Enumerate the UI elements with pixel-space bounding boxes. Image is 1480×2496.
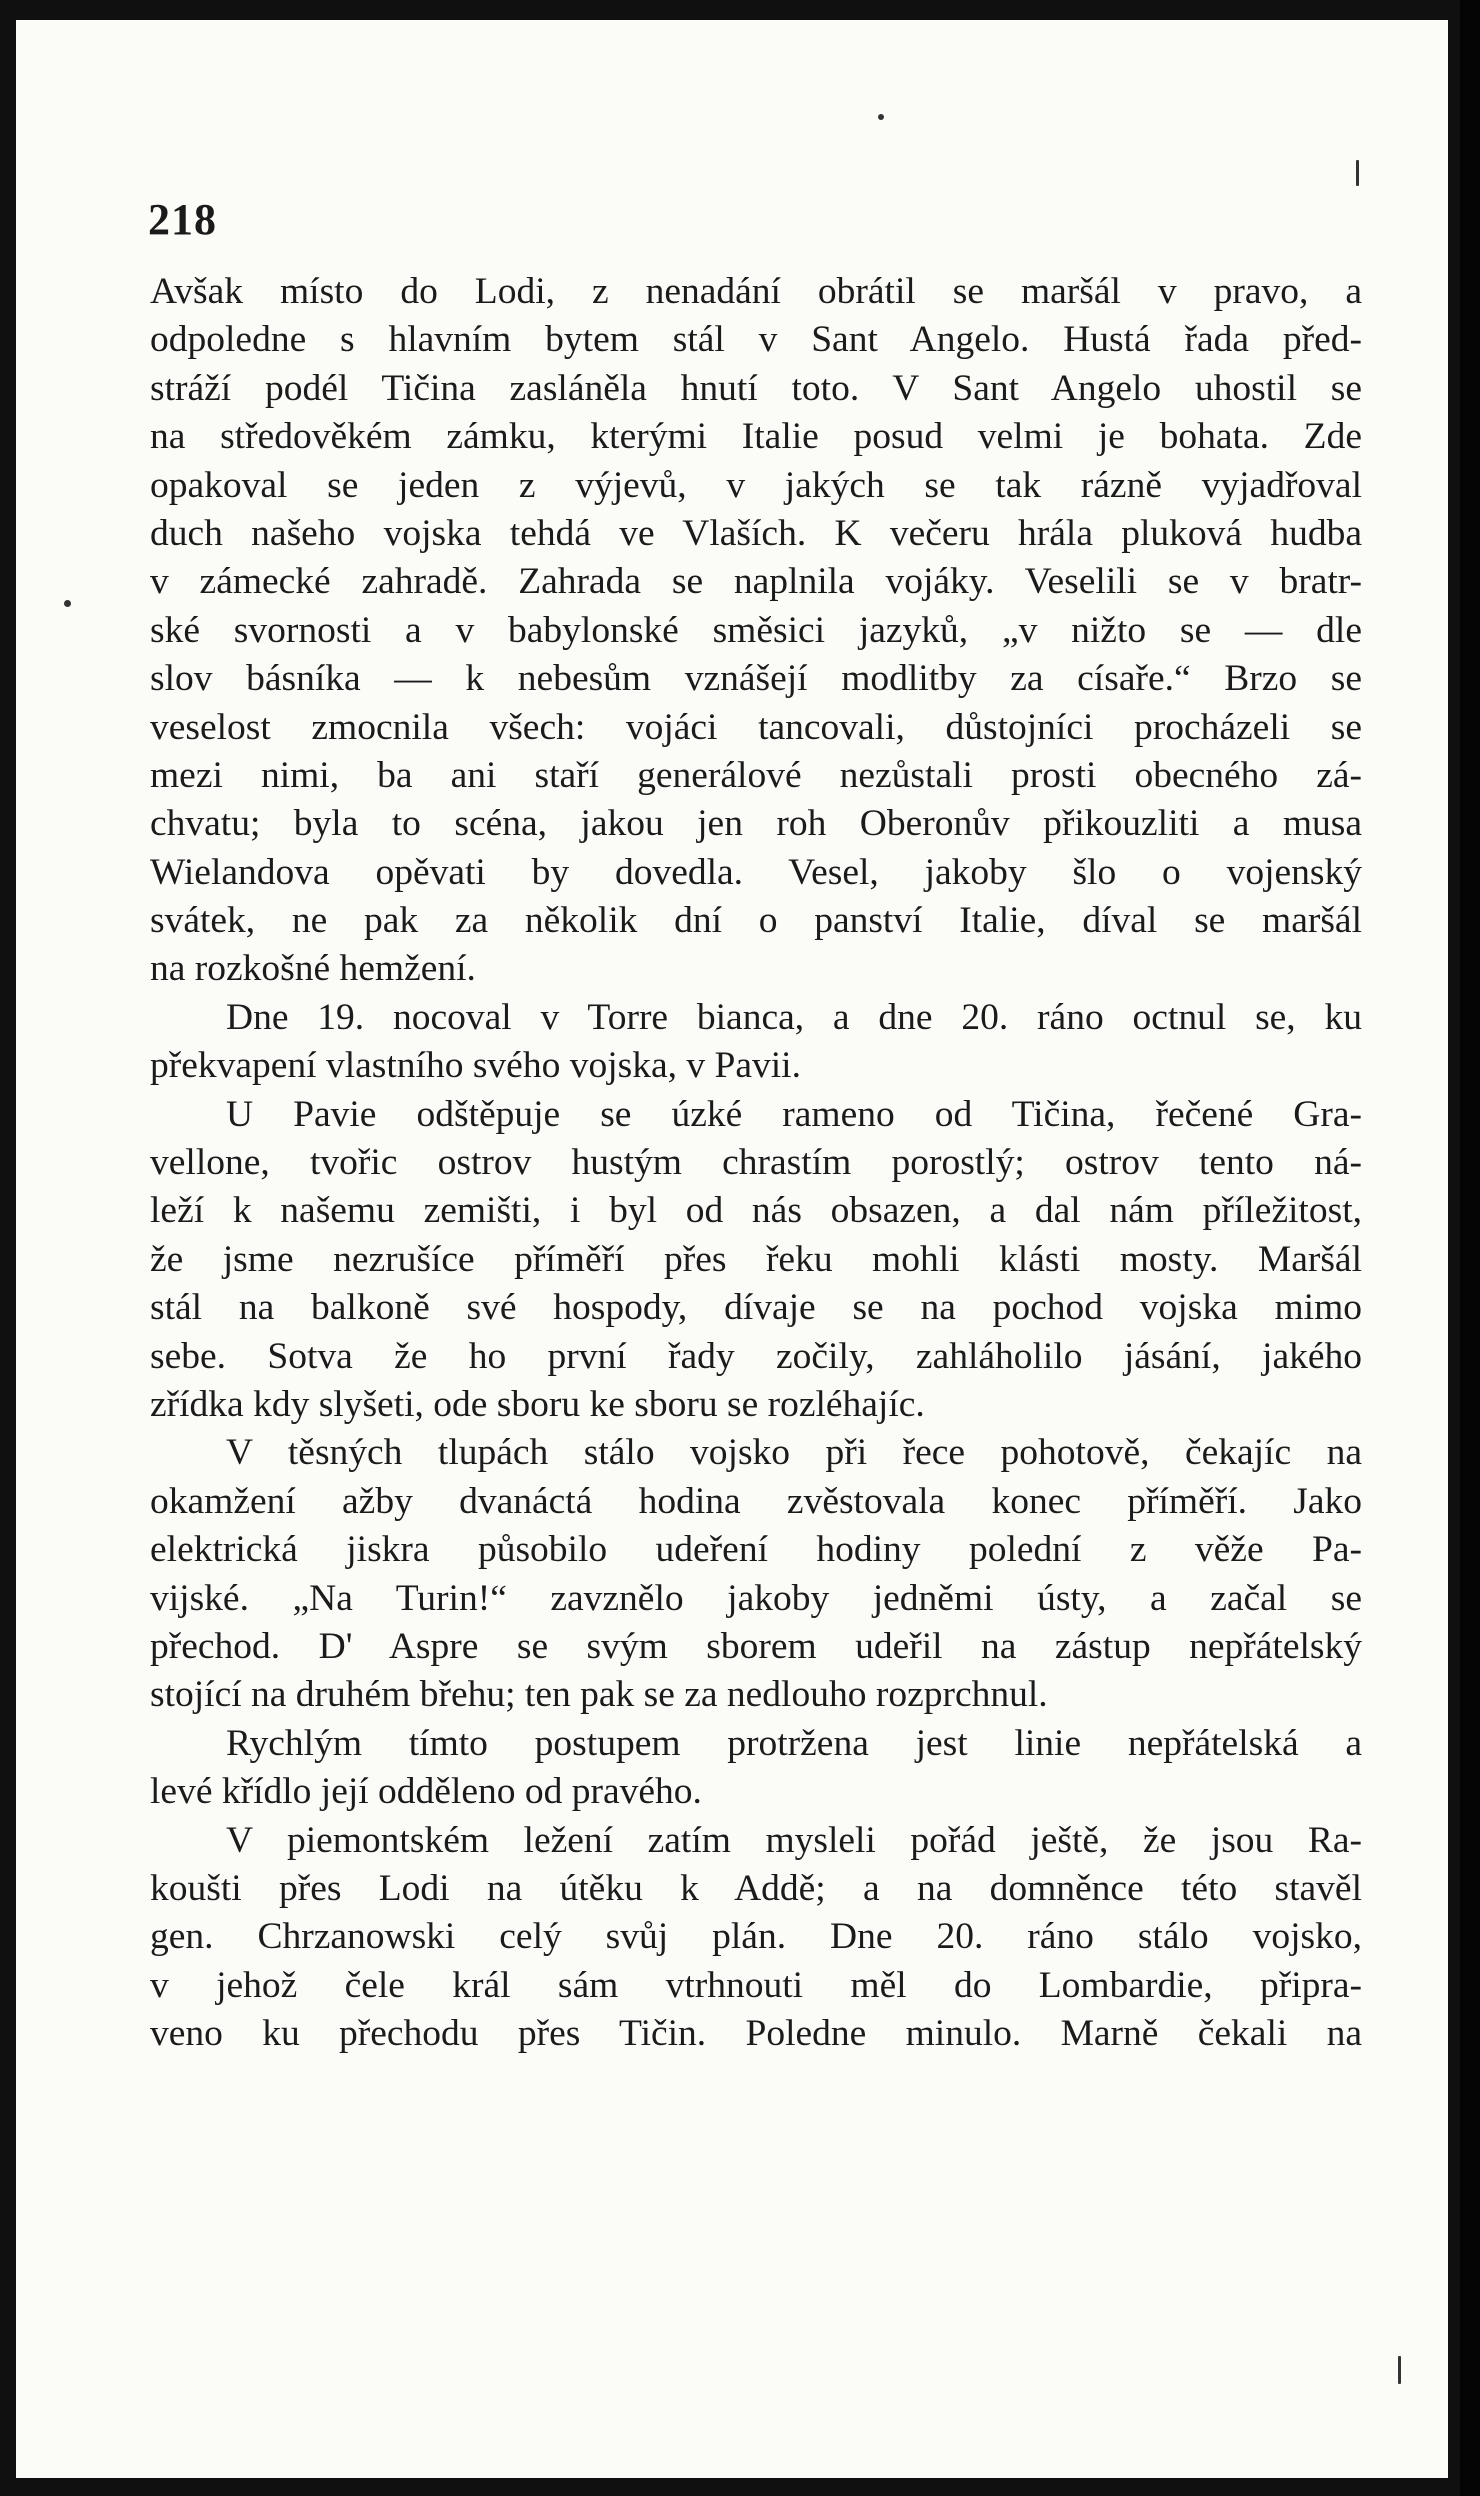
text-line: překvapení vlastního svého vojska, v Pavii. — [150, 1045, 801, 1087]
text-line: zřídka kdy slyšeti, ode sboru ke sboru se rozléhajíc. — [150, 1383, 925, 1425]
text-line: že jsme nezrušíce příměří přes řeku mohli klásti mosty. Maršál — [150, 1238, 1362, 1280]
text-line: stál na balkoně své hospody, dívaje se na pochod vojska mimo — [150, 1287, 1362, 1329]
text-line: U Pavie odštěpuje se úzké rameno od Tičina, řečené Gra- — [226, 1093, 1362, 1135]
text-line: Wielandova opěvati by dovedla. Vesel, jakoby šlo o vojenský — [150, 851, 1362, 893]
text-line: Rychlým tímto postupem protržena jest linie nepřátelská a — [226, 1722, 1362, 1764]
text-line: leží k našemu zemišti, i byl od nás obsazen, a dal nám příležitost, — [150, 1190, 1362, 1232]
text-line: V piemontském ležení zatím mysleli pořád ještě, že jsou Ra- — [226, 1819, 1362, 1861]
text-line: sebe. Sotva že ho první řady zočily, zahláholilo jásání, jakého — [150, 1335, 1362, 1377]
text-line: veno ku přechodu přes Tičin. Poledne minulo. Marně čekali na — [150, 2013, 1362, 2055]
text-line: koušti přes Lodi na útěku k Addě; a na domněnce této stavěl — [150, 1867, 1362, 1909]
text-line: duch našeho vojska tehdá ve Vlaších. K večeru hrála pluková hudba — [150, 512, 1362, 554]
text-line: Dne 19. nocoval v Torre bianca, a dne 20. ráno octnul se, ku — [226, 996, 1362, 1038]
text-line: ské svornosti a v babylonské směsici jazyků, „v nižto se — dle — [150, 609, 1362, 651]
text-line: V těsných tlupách stálo vojsko při řece pohotově, čekajíc na — [226, 1432, 1362, 1474]
text-line: přechod. D' Aspre se svým sborem udeřil na zástup nepřátelský — [150, 1625, 1362, 1667]
text-line: slov básníka — k nebesům vznášejí modlitby za císaře.“ Brzo se — [150, 658, 1362, 700]
scan-speck — [878, 114, 884, 120]
body-text — [150, 268, 1362, 2058]
scan-mark — [1398, 2356, 1401, 2384]
text-line: levé křídlo její odděleno od pravého. — [150, 1771, 702, 1813]
text-line: odpoledne s hlavním bytem stál v Sant Angelo. Hustá řada před- — [150, 319, 1362, 361]
text-line: Avšak místo do Lodi, z nenadání obrátil se maršál v pravo, a — [150, 271, 1362, 312]
text-line: na středověkém zámku, kterými Italie posud velmi je bohata. Zde — [150, 416, 1362, 458]
text-line: svátek, ne pak za několik dní o panství Italie, díval se maršál — [150, 900, 1362, 942]
text-line: veselost zmocnila všech: vojáci tancovali, důstojníci procházeli se — [150, 706, 1362, 748]
text-line: chvatu; byla to scéna, jakou jen roh Oberonův přikouzliti a musa — [150, 803, 1362, 845]
text-line: mezi nimi, ba ani staří generálové nezůstali prosti obecného zá- — [150, 754, 1362, 796]
text-line: gen. Chrzanowski celý svůj plán. Dne 20. ráno stálo vojsko, — [150, 1916, 1362, 1958]
text-line: v zámecké zahradě. Zahrada se naplnila vojáky. Veselili se v bratr- — [150, 561, 1362, 603]
scan-mark — [1356, 160, 1359, 186]
text-line: v jehož čele král sám vtrhnouti měl do Lombardie, připra- — [150, 1964, 1362, 2006]
text-line: vijské. „Na Turin!“ zavznělo jakoby jedněmi ústy, a začal se — [150, 1577, 1362, 1619]
text-line: vellone, tvořic ostrov hustým chrastím porostlý; ostrov tento ná- — [150, 1142, 1362, 1184]
text-line: okamžení ažby dvanáctá hodina zvěstovala konec příměří. Jako — [150, 1480, 1362, 1522]
text-line: na rozkošné hemžení. — [150, 948, 476, 990]
text-line: stráží podél Tičina zasláněla hnutí toto. V Sant Angelo uhostil se — [150, 367, 1362, 409]
text-line: elektrická jiskra působilo udeření hodiny polední z věže Pa- — [150, 1529, 1362, 1571]
book-page — [16, 20, 1448, 2478]
text-line: stojící na druhém břehu; ten pak se za nedlouho rozprchnul. — [150, 1674, 1048, 1716]
page-number: 218 — [148, 195, 217, 244]
text-line: opakoval se jeden z výjevů, v jakých se tak rázně vyjadřoval — [150, 464, 1362, 506]
scan-speck — [64, 600, 71, 607]
scan-edge — [1460, 0, 1480, 2496]
